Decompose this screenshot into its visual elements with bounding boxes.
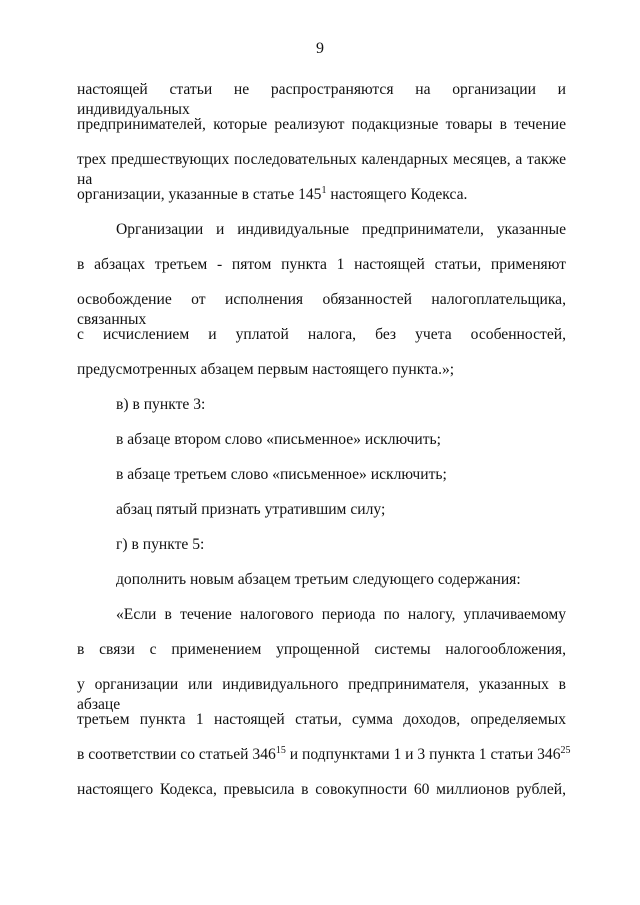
text-line [77,185,566,205]
line-text: предпринимателей, которые реализуют подакцизные товары в течение [77,116,566,133]
line-text: «Если в течение налогового периода по налогу, уплачиваемому [116,606,566,623]
line-text: освобождение от исполнения обязанностей налогоплательщика, связанных [77,291,566,328]
line-text: настоящей статьи не распространяются на организации и индивидуальных [77,81,566,118]
line-text: г) в пункте 5: [116,536,205,553]
line-text: абзац пятый признать утратившим силу; [116,501,386,518]
line-text: трех предшествующих последовательных календарных месяцев, а также на [77,151,566,188]
text-line [116,220,566,240]
line-text: в абзаце втором слово «письменное» исключить; [116,431,441,448]
text-line [116,570,566,590]
line-text: третьем пункта 1 настоящей статьи, сумма доходов, определяемых [77,711,566,728]
text-line [116,535,566,555]
text-line [77,360,566,380]
text-line [116,500,566,520]
superscript: 25 [560,744,571,756]
line-text: настоящего Кодекса. [326,186,468,203]
text-line [77,675,566,715]
line-text: у организации или индивидуального предпринимателя, указанных в абзаце [77,676,566,713]
text-line [116,605,566,625]
line-text: организации, указанные в статье 145 [77,186,322,203]
line-text: в) в пункте 3: [116,396,206,413]
line-text: настоящего Кодекса, превысила в совокупности 60 миллионов рублей, [77,781,566,798]
line-text: с исчислением и уплатой налога, без учета особенностей, [77,326,566,343]
text-line [77,325,566,345]
text-line [77,80,566,120]
line-text: в абзацах третьем - пятом пункта 1 настоящей статьи, применяют [77,256,566,273]
text-line [77,290,566,330]
line-text: и подпунктами 1 и 3 пункта 1 статьи 346 [285,746,561,763]
line-text: в абзаце третьем слово «письменное» исключить; [116,466,447,483]
text-line [116,395,566,415]
text-line [116,465,566,485]
line-text: в связи с применением упрощенной системы налогообложения, [77,641,566,658]
text-line [77,744,571,765]
page-number: 9 [316,40,324,57]
line-text: предусмотренных абзацем первым настоящего пункта.»; [77,361,455,378]
line-text: Организации и индивидуальные предприниматели, указанные [116,221,566,238]
superscript: 1 [321,184,327,196]
text-line [77,255,566,275]
line-text: в соответствии со статьей 346 [77,746,276,763]
text-line [77,780,566,800]
text-line [77,640,566,660]
text-line [77,115,566,135]
text-line [116,430,566,450]
line-text: дополнить новым абзацем третьим следующего содержания: [116,571,521,588]
superscript: 15 [275,744,286,756]
text-line [77,710,566,730]
